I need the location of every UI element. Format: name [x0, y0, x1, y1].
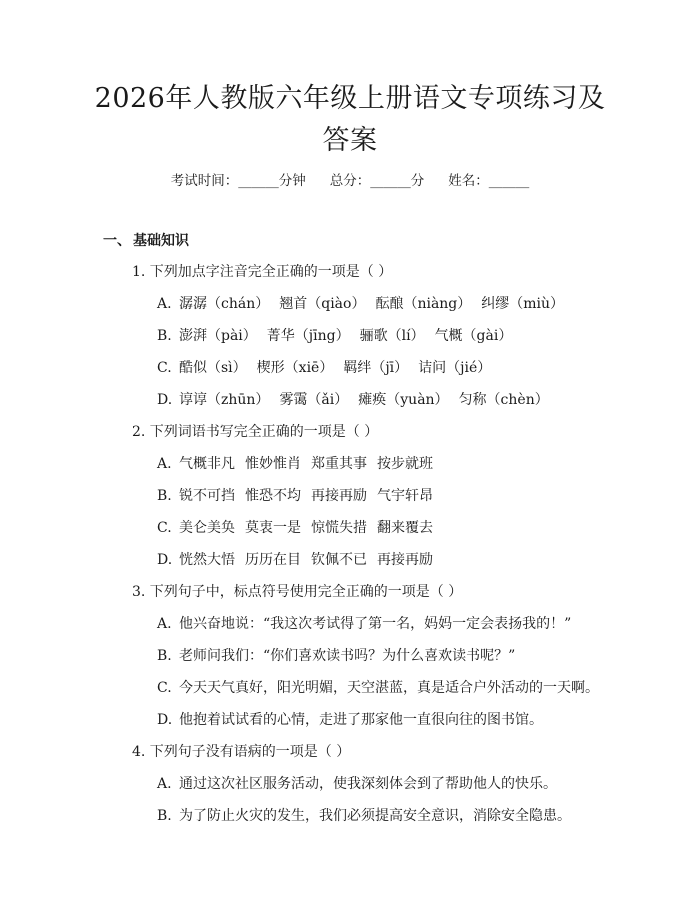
option-text: 今天天气真好，阳光明媚，天空湛蓝，真是适合户外活动的一天啊。: [179, 680, 599, 696]
option-word: 按步就班: [377, 456, 433, 472]
question-1-option-d: [157, 389, 549, 409]
option-word: 潺潺（chán）: [179, 296, 270, 312]
option-word: 恍然大悟: [179, 552, 235, 568]
option-word: 再接再励: [377, 552, 433, 568]
option-letter: D.: [157, 712, 173, 728]
question-1-option-b: [157, 325, 512, 345]
option-text: 老师问我们：“你们喜欢读书吗？为什么喜欢读书呢？”: [179, 648, 516, 664]
option-letter: D.: [157, 552, 173, 568]
option-word: 钦佩不已: [311, 552, 367, 568]
student-name-field: 姓名：______: [448, 173, 530, 189]
document-title: 2026年人教版六年级上册语文专项练习及答案: [94, 83, 606, 156]
option-word: 莫衷一是: [245, 520, 301, 536]
exam-meta: [0, 169, 700, 189]
option-letter: A.: [157, 776, 172, 792]
option-word: 郑重其事: [311, 456, 367, 472]
option-word: 菁华（jīng）: [266, 328, 350, 344]
option-word: 气宇轩昂: [377, 488, 433, 504]
option-word: 再接再励: [311, 488, 367, 504]
option-letter: B.: [157, 488, 172, 504]
option-letter: C.: [157, 360, 172, 376]
option-text: 他抱着试试看的心情，走进了那家他一直很向往的图书馆。: [179, 712, 543, 728]
question-4-option-b: [157, 805, 571, 825]
option-word: 翻来覆去: [377, 520, 433, 536]
question-1-option-c: [157, 357, 491, 377]
option-word: 惊慌失措: [311, 520, 367, 536]
option-letter: C.: [157, 680, 172, 696]
option-word: 锐不可挡: [179, 488, 235, 504]
option-letter: A.: [157, 296, 172, 312]
question-2-option-c: [157, 517, 433, 537]
option-word: 诘问（jié）: [418, 360, 492, 376]
option-letter: B.: [157, 648, 172, 664]
option-letter: B.: [157, 328, 172, 344]
question-4-option-a: [157, 773, 557, 793]
option-word: 楔形（xiē）: [256, 360, 334, 376]
option-word: 美仑美奂: [179, 520, 235, 536]
section-heading: [103, 230, 189, 250]
option-text: 为了防止火灾的发生，我们必须提高安全意识，消除安全隐患。: [179, 808, 571, 824]
option-letter: B.: [157, 808, 172, 824]
option-word: 谆谆（zhūn）: [179, 392, 270, 408]
question-1: 1. 下列加点字注音完全正确的一项是（ ）: [132, 264, 393, 280]
question-2-option-b: [157, 485, 433, 505]
question-3-option-c: [157, 677, 599, 697]
option-word: 澎湃（pài）: [179, 328, 257, 344]
section-number: 一、: [103, 233, 131, 249]
option-letter: D.: [157, 392, 173, 408]
option-word: 骊歌（lí）: [359, 328, 425, 344]
option-text: 通过这次社区服务活动，使我深刻体会到了帮助他人的快乐。: [179, 776, 557, 792]
option-letter: A.: [157, 616, 172, 632]
question-2: 2. 下列词语书写完全正确的一项是（ ）: [132, 424, 379, 440]
question-2-option-a: [157, 453, 433, 473]
option-word: 惟恐不均: [245, 488, 301, 504]
question-3-option-a: [157, 613, 571, 633]
total-score-field: 总分：______分: [329, 173, 425, 189]
question-3: 3. 下列句子中，标点符号使用完全正确的一项是（ ）: [132, 584, 463, 600]
option-letter: C.: [157, 520, 172, 536]
question-2-option-d: [157, 549, 433, 569]
option-word: 历历在目: [245, 552, 301, 568]
exam-time-field: 考试时间：______分钟: [170, 173, 306, 189]
option-word: 纠缪（miù）: [481, 296, 565, 312]
option-letter: A.: [157, 456, 172, 472]
option-word: 酷似（sì）: [179, 360, 247, 376]
option-word: 雾霭（ǎi）: [279, 392, 349, 408]
question-1-option-a: [157, 293, 564, 313]
option-word: 羁绊（jī）: [343, 360, 409, 376]
option-word: 匀称（chèn）: [458, 392, 549, 408]
section-title: 基础知识: [133, 233, 189, 249]
option-word: 惟妙惟肖: [245, 456, 301, 472]
option-word: 瘫痪（yuàn）: [358, 392, 449, 408]
option-word: 气概（gài）: [434, 328, 513, 344]
question-4: 4. 下列句子没有语病的一项是（ ）: [132, 744, 351, 760]
question-3-option-b: [157, 645, 515, 665]
option-word: 翘首（qiào）: [279, 296, 366, 312]
option-word: 气概非凡: [179, 456, 235, 472]
question-3-option-d: [157, 709, 543, 729]
option-word: 酝酿（niàng）: [375, 296, 472, 312]
option-text: 他兴奋地说：“我这次考试得了第一名，妈妈一定会表扬我的！”: [179, 616, 572, 632]
